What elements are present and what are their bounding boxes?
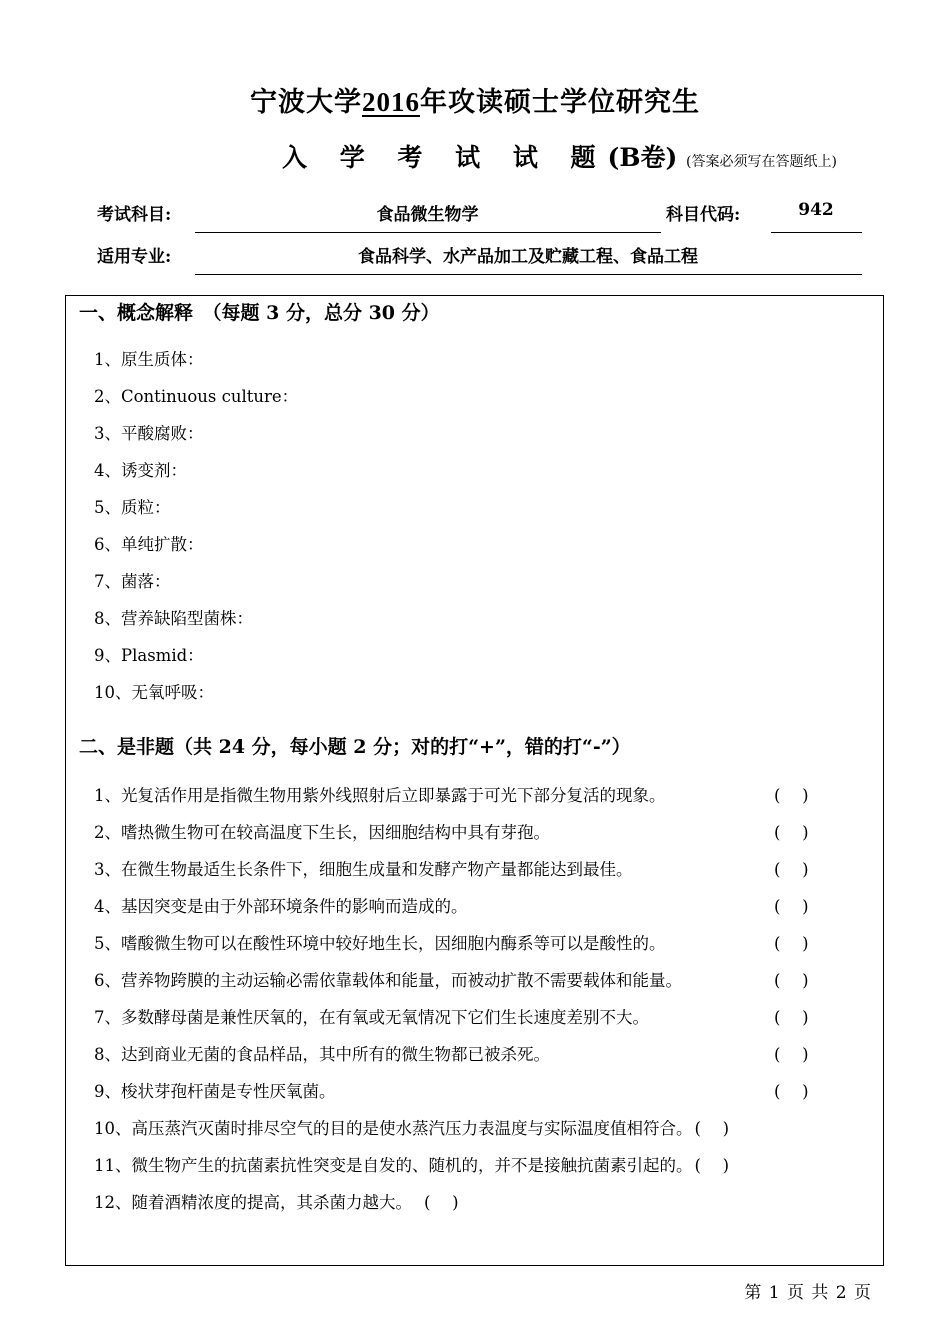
subject-underline: [195, 232, 661, 233]
subtitle-text: 入 学 考 试 试 题: [282, 143, 608, 172]
question-text: 10、高压蒸汽灭菌时排尽空气的目的是使水蒸汽压力表温度与实际温度值相符合。: [94, 1119, 693, 1138]
question-text: 5、嗜酸微生物可以在酸性环境中较好地生长，因细胞内酶系等可以是酸性的。: [94, 934, 666, 953]
true-false-item: [94, 1036, 874, 1073]
question-text: 2、嗜热微生物可在较高温度下生长，因细胞结构中具有芽孢。: [94, 823, 550, 842]
exam-title: [0, 80, 950, 119]
concept-item: 7、菌落：: [94, 572, 171, 591]
section1-heading: 一、概念解释 （每题 3 分，总分 30 分）: [79, 302, 440, 324]
true-false-item: [94, 962, 874, 999]
page-number: 第 1 页 共 2 页: [744, 1283, 872, 1303]
answer-parentheses: ( ): [774, 897, 809, 916]
concept-item: 5、质粒：: [94, 498, 171, 517]
paper-version: (B卷): [607, 143, 678, 172]
concept-item: 3、平酸腐败：: [94, 424, 204, 443]
code-label: 科目代码:: [666, 205, 741, 225]
answer-parentheses: ( ): [774, 823, 809, 842]
true-false-item: [94, 851, 874, 888]
answer-note: (答案必须写在答题纸上): [686, 154, 837, 170]
question-text: 8、达到商业无菌的食品样品，其中所有的微生物都已被杀死。: [94, 1045, 550, 1064]
section2-heading: 二、是非题（共 24 分，每小题 2 分；对的打“+”，错的打“-”）: [79, 736, 631, 758]
code-value: 942: [798, 200, 834, 220]
concept-item: 10、无氧呼吸：: [94, 683, 214, 702]
question-text: 11、微生物产生的抗菌素抗性突变是自发的、随机的，并不是接触抗菌素引起的。: [94, 1156, 693, 1175]
true-false-item: [94, 1110, 874, 1147]
true-false-item: [94, 999, 874, 1036]
answer-parentheses: ( ): [774, 1045, 809, 1064]
true-false-item: [94, 1073, 874, 1110]
answer-parentheses: ( ): [774, 934, 809, 953]
answer-parentheses: ( ): [774, 971, 809, 990]
section2-list: [94, 777, 874, 1221]
true-false-item: [94, 1147, 874, 1184]
concept-item: 9、Plasmid：: [94, 646, 204, 665]
answer-parentheses: ( ): [774, 1082, 809, 1101]
concept-item: 4、诱变剂：: [94, 461, 187, 480]
subject-value: 食品微生物学: [376, 205, 479, 225]
concept-item: 6、单纯扩散：: [94, 535, 204, 554]
true-false-item: [94, 888, 874, 925]
answer-parentheses: ( ): [774, 860, 809, 879]
concept-item: 1、原生质体：: [94, 350, 204, 369]
answer-parentheses: ( ): [424, 1193, 459, 1212]
question-text: 4、基因突变是由于外部环境条件的影响而造成的。: [94, 897, 468, 916]
answer-parentheses: ( ): [774, 786, 809, 805]
title-year: 2016: [362, 87, 420, 117]
answer-parentheses: ( ): [694, 1156, 730, 1175]
title-university: 宁波大学: [250, 87, 362, 118]
question-text: 3、在微生物最适生长条件下，细胞生成量和发酵产物产量都能达到最佳。: [94, 860, 633, 879]
true-false-item: [94, 925, 874, 962]
true-false-item: [94, 777, 874, 814]
subject-label: 考试科目:: [97, 205, 172, 225]
concept-item: 2、Continuous culture：: [94, 387, 299, 406]
question-text: 1、光复活作用是指微生物用紫外线照射后立即暴露于可光下部分复活的现象。: [94, 786, 666, 805]
true-false-item: [94, 1184, 874, 1221]
code-underline: [771, 232, 862, 233]
exam-subtitle: [282, 138, 837, 174]
section1-list: [94, 341, 298, 711]
answer-parentheses: ( ): [774, 1008, 809, 1027]
question-text: 7、多数酵母菌是兼性厌氧的，在有氧或无氧情况下它们生长速度差别不大。: [94, 1008, 649, 1027]
concept-item: 8、营养缺陷型菌株：: [94, 609, 253, 628]
major-label: 适用专业:: [97, 247, 172, 267]
major-value: 食品科学、水产品加工及贮藏工程、食品工程: [358, 247, 698, 267]
question-text: 12、随着酒精浓度的提高，其杀菌力越大。: [94, 1193, 412, 1212]
question-text: 9、梭状芽孢杆菌是专性厌氧菌。: [94, 1082, 336, 1101]
major-underline: [195, 274, 862, 275]
answer-parentheses: ( ): [694, 1119, 730, 1138]
title-rest: 年攻读硕士学位研究生: [420, 87, 700, 118]
question-text: 6、营养物跨膜的主动运输必需依靠载体和能量，而被动扩散不需要载体和能量。: [94, 971, 682, 990]
true-false-item: [94, 814, 874, 851]
